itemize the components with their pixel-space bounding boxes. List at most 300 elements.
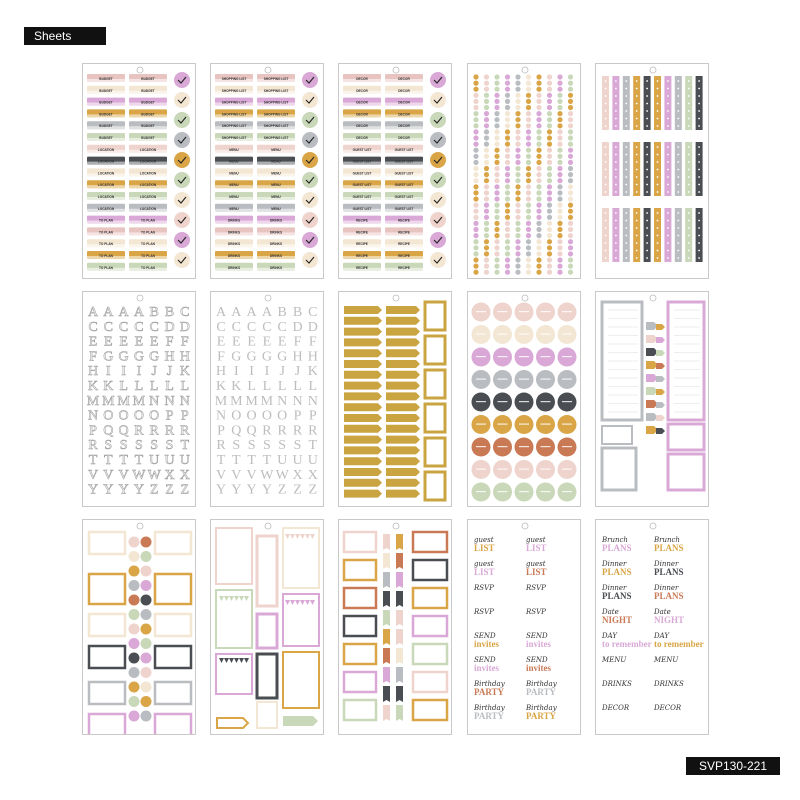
dot-sticker bbox=[494, 166, 499, 171]
icon-circle bbox=[129, 537, 140, 548]
sticker-text: W bbox=[275, 467, 289, 483]
bunting-flag bbox=[285, 534, 290, 539]
sticker-text: Y bbox=[246, 482, 257, 498]
tab-dot bbox=[667, 242, 669, 244]
bunting-flag bbox=[290, 534, 295, 539]
circle-text-line bbox=[519, 469, 529, 470]
dot-sticker bbox=[526, 135, 531, 140]
tab-dot bbox=[698, 146, 700, 148]
sticker-text: LOCATION bbox=[97, 195, 115, 199]
dot-sticker bbox=[505, 99, 510, 104]
sticker-text: guest bbox=[474, 560, 494, 568]
sticker-text: V bbox=[103, 467, 114, 483]
dot-sticker bbox=[568, 245, 573, 250]
gold-label bbox=[386, 403, 420, 411]
bunting-flag bbox=[305, 600, 310, 605]
dot-sticker bbox=[526, 172, 531, 177]
sticker-text: GUEST LIST bbox=[394, 183, 414, 188]
dot-sticker bbox=[557, 81, 562, 86]
dot-sticker bbox=[484, 184, 489, 189]
arrow-flag bbox=[656, 402, 665, 408]
tab-dot bbox=[688, 88, 690, 90]
sticker-text: U bbox=[179, 453, 190, 468]
sticker-text: V bbox=[87, 467, 99, 483]
check-circle bbox=[302, 72, 318, 88]
dot-sticker bbox=[494, 142, 499, 147]
sticker-text: LIST bbox=[474, 543, 495, 553]
sticker-text: W bbox=[260, 467, 274, 483]
tab-dot bbox=[657, 242, 659, 244]
sticker-text: Z bbox=[180, 482, 190, 498]
icon-circle bbox=[141, 711, 152, 722]
sticker-text: TO PLAN bbox=[141, 242, 155, 247]
circle-text-line bbox=[498, 491, 508, 492]
note-box bbox=[89, 614, 125, 636]
sticker-text: BUDGET bbox=[141, 100, 155, 105]
sticker-text: U bbox=[307, 453, 318, 468]
sticker-text: DECOR bbox=[356, 100, 368, 105]
tab-dot bbox=[688, 235, 690, 237]
sticker-text: TO PLAN bbox=[141, 230, 155, 235]
sticker-text: H bbox=[179, 349, 190, 365]
gold-frame bbox=[425, 438, 445, 466]
dot-sticker bbox=[484, 270, 489, 275]
dot-sticker bbox=[526, 203, 531, 208]
tab-dot bbox=[625, 169, 627, 171]
dot-sticker bbox=[515, 190, 520, 195]
tab-dot bbox=[698, 103, 700, 105]
sticker-text: N bbox=[292, 393, 303, 409]
sticker-text: E bbox=[104, 334, 113, 350]
sticker-text: GUEST LIST bbox=[352, 195, 372, 199]
tab-dot bbox=[646, 257, 648, 259]
sheet-decor-labels bbox=[338, 63, 452, 279]
sticker-text: D bbox=[164, 319, 175, 335]
sticker-text: LOCATION bbox=[139, 171, 157, 176]
sticker-text: L bbox=[277, 379, 287, 394]
tab-dot bbox=[646, 88, 648, 90]
dot-sticker bbox=[484, 81, 489, 86]
icon-circle bbox=[129, 667, 140, 678]
sticker-text: DRINKS bbox=[227, 254, 241, 258]
tab-dot bbox=[615, 169, 617, 171]
sticker-text: MENU bbox=[229, 159, 239, 164]
frame-sticker bbox=[257, 536, 277, 606]
tab-dot bbox=[657, 257, 659, 259]
icon-circle bbox=[129, 595, 140, 606]
sticker-text: M bbox=[86, 393, 100, 409]
sticker-text: BUDGET bbox=[99, 124, 113, 129]
gold-label bbox=[344, 371, 382, 379]
bunting-flag bbox=[219, 658, 224, 663]
sticker-text: DECOR bbox=[398, 88, 410, 93]
sticker-text: I bbox=[264, 364, 270, 380]
sticker-text: S bbox=[247, 438, 256, 454]
bunting-flag bbox=[224, 658, 229, 663]
note-box bbox=[155, 574, 191, 604]
tab-dot bbox=[657, 125, 659, 127]
bunting-flag bbox=[300, 600, 305, 605]
dot-sticker bbox=[484, 142, 489, 147]
note-box bbox=[155, 614, 191, 636]
bunting-flag bbox=[310, 600, 315, 605]
sticker-text: W bbox=[147, 467, 161, 483]
dot-sticker bbox=[547, 190, 552, 195]
tab-dot bbox=[657, 184, 659, 186]
tab-dot bbox=[698, 242, 700, 244]
bunting-flag bbox=[244, 658, 249, 663]
hang-hole bbox=[265, 67, 271, 73]
gold-frame bbox=[425, 472, 445, 500]
sticker-text: LOCATION bbox=[139, 147, 157, 152]
sticker-text: L bbox=[308, 379, 318, 394]
sticker-text: MENU bbox=[229, 183, 239, 188]
sticker-text: S bbox=[135, 438, 143, 454]
tab-dot bbox=[625, 250, 627, 252]
sticker-text: R bbox=[216, 438, 226, 454]
tab-dot bbox=[677, 88, 679, 90]
sticker-text: MENU bbox=[271, 195, 281, 199]
dot-sticker bbox=[557, 257, 562, 262]
today-flag bbox=[396, 591, 403, 607]
tab-dot bbox=[688, 220, 690, 222]
tab-dot bbox=[615, 220, 617, 222]
circle-text-line bbox=[541, 311, 551, 312]
note-box bbox=[344, 700, 376, 720]
dot-sticker bbox=[473, 99, 478, 104]
tab-dot bbox=[605, 191, 607, 193]
sticker-text: F bbox=[180, 334, 189, 350]
dot-sticker bbox=[526, 117, 531, 122]
tab-dot bbox=[698, 80, 700, 82]
dot-sticker bbox=[484, 93, 489, 98]
dot-sticker bbox=[557, 233, 562, 238]
icon-circle bbox=[141, 609, 152, 620]
dot-sticker bbox=[484, 74, 489, 79]
note-box bbox=[413, 616, 447, 636]
sticker-text: Z bbox=[308, 482, 318, 498]
dot-sticker bbox=[473, 203, 478, 208]
dot-sticker bbox=[515, 135, 520, 140]
dot-sticker bbox=[526, 215, 531, 220]
sticker-text: K bbox=[307, 364, 318, 380]
dot-sticker bbox=[557, 190, 562, 195]
icon-circle bbox=[141, 653, 152, 664]
sticker-text: Q bbox=[246, 423, 257, 439]
bunting-flag bbox=[295, 600, 300, 605]
sticker-text: R bbox=[149, 423, 159, 439]
dot-sticker bbox=[473, 184, 478, 189]
dot-sticker bbox=[515, 81, 520, 86]
sheet-alphabet-outline bbox=[82, 291, 196, 507]
tab-dot bbox=[615, 125, 617, 127]
sticker-text: T bbox=[216, 453, 226, 468]
dot-sticker bbox=[505, 74, 510, 79]
dot-sticker bbox=[505, 184, 510, 189]
dot-sticker bbox=[568, 172, 573, 177]
sticker-text: L bbox=[180, 379, 190, 394]
hang-hole bbox=[393, 523, 399, 529]
check-circle bbox=[430, 172, 446, 188]
hang-hole bbox=[650, 67, 656, 73]
gold-label bbox=[386, 490, 420, 498]
circle-text-line bbox=[476, 491, 486, 492]
dot-sticker bbox=[473, 87, 478, 92]
sticker-text: M bbox=[117, 393, 130, 409]
dot-sticker bbox=[536, 105, 541, 110]
tab-dot bbox=[688, 146, 690, 148]
tab-dot bbox=[677, 227, 679, 229]
hang-hole bbox=[137, 295, 143, 301]
sticker-text: R bbox=[292, 423, 303, 439]
gold-label bbox=[386, 468, 420, 476]
dot-sticker bbox=[515, 270, 520, 275]
sticker-text: L bbox=[119, 379, 128, 394]
note-box bbox=[89, 574, 125, 604]
dot-sticker bbox=[536, 129, 541, 134]
tab-dot bbox=[667, 235, 669, 237]
today-flag bbox=[383, 629, 390, 645]
tab-dot bbox=[688, 95, 690, 97]
dot-sticker bbox=[505, 264, 510, 269]
circle-text-line bbox=[519, 356, 529, 357]
sheet-column-tabs bbox=[595, 63, 709, 279]
frame-sticker bbox=[216, 528, 252, 584]
sticker-text: G bbox=[261, 349, 272, 365]
circle-text-line bbox=[562, 311, 572, 312]
sticker-text: H bbox=[292, 349, 303, 365]
box-sticker bbox=[668, 424, 704, 450]
icon-circle bbox=[129, 682, 140, 693]
dot-sticker bbox=[547, 203, 552, 208]
sticker-text: Birthday bbox=[474, 680, 505, 688]
dot-sticker bbox=[484, 160, 489, 165]
dot-sticker bbox=[473, 270, 478, 275]
dot-sticker bbox=[473, 123, 478, 128]
check-circle bbox=[430, 192, 446, 208]
dot-sticker bbox=[526, 233, 531, 238]
sticker-text: DRINKS bbox=[654, 680, 684, 688]
sheet-bunting-frames bbox=[210, 519, 324, 735]
dot-sticker bbox=[515, 245, 520, 250]
dot-sticker bbox=[568, 203, 573, 208]
bunting-flag bbox=[310, 534, 315, 539]
sticker-text: E bbox=[134, 334, 144, 350]
tab-dot bbox=[667, 161, 669, 163]
tab-dot bbox=[615, 235, 617, 237]
tab-dot bbox=[688, 257, 690, 259]
dot-sticker bbox=[484, 227, 489, 232]
dot-sticker bbox=[536, 245, 541, 250]
tab-dot bbox=[615, 191, 617, 193]
sticker-text: K bbox=[215, 379, 227, 394]
today-flag bbox=[383, 591, 390, 607]
sticker-text: DECOR bbox=[398, 136, 410, 140]
sticker-text: N bbox=[215, 408, 227, 424]
tab-dot bbox=[698, 220, 700, 222]
gold-label bbox=[344, 349, 382, 357]
sticker-text: PARTY bbox=[526, 687, 557, 697]
sticker-text: to remember bbox=[654, 639, 704, 649]
note-box bbox=[155, 646, 191, 668]
sticker-text: TO PLAN bbox=[141, 254, 155, 258]
dot-sticker bbox=[536, 203, 541, 208]
sticker-text: LOCATION bbox=[97, 159, 115, 164]
tab-dot bbox=[667, 125, 669, 127]
sticker-text: F bbox=[89, 349, 97, 365]
dot-sticker bbox=[515, 178, 520, 183]
dot-sticker bbox=[473, 117, 478, 122]
tab-dot bbox=[688, 169, 690, 171]
dot-sticker bbox=[547, 166, 552, 171]
sticker-text: A bbox=[261, 305, 272, 320]
sticker-text: RSVP bbox=[474, 584, 494, 592]
tab-dot bbox=[677, 184, 679, 186]
tab-dot bbox=[688, 103, 690, 105]
tab-dot bbox=[698, 257, 700, 259]
tab-dot bbox=[615, 212, 617, 214]
sticker-text: Date bbox=[654, 608, 671, 616]
sticker-text: E bbox=[277, 334, 287, 350]
sticker-text: invites bbox=[474, 663, 500, 673]
dot-sticker bbox=[494, 245, 499, 250]
sticker-text: R bbox=[134, 423, 144, 439]
dot-sticker bbox=[547, 215, 552, 220]
today-flag bbox=[383, 667, 390, 683]
dot-sticker bbox=[494, 178, 499, 183]
dot-sticker bbox=[536, 178, 541, 183]
dot-sticker bbox=[536, 74, 541, 79]
sticker-text: Z bbox=[293, 482, 302, 498]
sticker-text: U bbox=[292, 453, 303, 468]
sticker-text: SHOPPING LIST bbox=[221, 88, 247, 93]
note-box bbox=[89, 714, 125, 735]
dot-sticker bbox=[568, 87, 573, 92]
sticker-text: invites bbox=[474, 639, 500, 649]
circle-text-line bbox=[498, 401, 508, 402]
sticker-text: P bbox=[165, 408, 174, 424]
tab-dot bbox=[657, 227, 659, 229]
dot-sticker bbox=[547, 142, 552, 147]
check-circle bbox=[174, 212, 190, 228]
sticker-text: M bbox=[132, 393, 146, 409]
circle-text-line bbox=[498, 379, 508, 380]
dot-sticker bbox=[536, 135, 541, 140]
tab-dot bbox=[625, 191, 627, 193]
sticker-text: K bbox=[179, 364, 190, 380]
sticker-text: SHOPPING LIST bbox=[221, 112, 247, 117]
sticker-text: GUEST LIST bbox=[394, 159, 414, 164]
tab-dot bbox=[698, 118, 700, 120]
circle-text-line bbox=[562, 469, 572, 470]
sticker-text: DRINKS bbox=[602, 680, 632, 688]
dot-sticker bbox=[536, 142, 541, 147]
tab-dot bbox=[677, 118, 679, 120]
sticker-text: DRINKS bbox=[269, 230, 283, 235]
sticker-text: TO PLAN bbox=[99, 254, 113, 258]
tab-dot bbox=[625, 235, 627, 237]
dot-sticker bbox=[526, 227, 531, 232]
sticker-text: J bbox=[279, 364, 285, 380]
tab-dot bbox=[605, 212, 607, 214]
sticker-text: U bbox=[277, 453, 288, 468]
tab-dot bbox=[677, 95, 679, 97]
tab-dot bbox=[677, 242, 679, 244]
check-circle bbox=[174, 252, 190, 268]
sticker-text: X bbox=[292, 467, 303, 483]
today-flag bbox=[396, 610, 403, 626]
sticker-text: C bbox=[88, 319, 98, 335]
gold-label bbox=[386, 306, 420, 314]
dot-sticker bbox=[536, 93, 541, 98]
dot-sticker bbox=[505, 239, 510, 244]
dot-sticker bbox=[473, 245, 478, 250]
sticker-text: C bbox=[246, 319, 257, 335]
tab-dot bbox=[615, 110, 617, 112]
dot-sticker bbox=[526, 251, 531, 256]
dot-sticker bbox=[515, 105, 520, 110]
check-circle bbox=[302, 132, 318, 148]
dot-sticker bbox=[484, 117, 489, 122]
tab-dot bbox=[625, 242, 627, 244]
sticker-text: BUDGET bbox=[99, 136, 113, 140]
sticker-text: SHOPPING LIST bbox=[221, 77, 247, 81]
sticker-text: PLANS bbox=[602, 591, 632, 601]
gold-frame bbox=[425, 302, 445, 330]
tab-dot bbox=[698, 235, 700, 237]
sticker-text: D bbox=[179, 319, 190, 335]
dot-sticker bbox=[515, 196, 520, 201]
sticker-text: G bbox=[133, 349, 144, 365]
dot-sticker bbox=[505, 209, 510, 214]
tab-dot bbox=[677, 212, 679, 214]
dot-sticker bbox=[515, 215, 520, 220]
tab-dot bbox=[646, 242, 648, 244]
circle-text-line bbox=[519, 491, 529, 492]
dot-sticker bbox=[494, 215, 499, 220]
dot-sticker bbox=[473, 239, 478, 244]
hang-hole bbox=[393, 295, 399, 301]
bunting-flag bbox=[234, 658, 239, 663]
dot-sticker bbox=[494, 117, 499, 122]
tab-dot bbox=[605, 161, 607, 163]
tab-dot bbox=[615, 250, 617, 252]
sticker-text: PLANS bbox=[654, 543, 684, 553]
dot-sticker bbox=[484, 99, 489, 104]
dot-sticker bbox=[505, 245, 510, 250]
sticker-text: MENU bbox=[229, 206, 239, 211]
dot-sticker bbox=[505, 111, 510, 116]
sticker-text: L bbox=[262, 379, 272, 394]
dot-sticker bbox=[547, 93, 552, 98]
tab-dot bbox=[657, 176, 659, 178]
sticker-text: RECIPE bbox=[356, 265, 368, 270]
sticker-text: RECIPE bbox=[356, 254, 368, 258]
dot-sticker bbox=[494, 111, 499, 116]
tab-dot bbox=[667, 103, 669, 105]
sticker-text: L bbox=[247, 379, 256, 394]
sticker-text: Birthday bbox=[526, 680, 557, 688]
dot-sticker bbox=[536, 196, 541, 201]
dot-sticker bbox=[526, 148, 531, 153]
tab-dot bbox=[698, 110, 700, 112]
dot-sticker bbox=[473, 172, 478, 177]
dot-sticker bbox=[547, 148, 552, 153]
dot-sticker bbox=[557, 239, 562, 244]
dot-sticker bbox=[557, 111, 562, 116]
sticker-text: G bbox=[118, 349, 129, 365]
sticker-text: V bbox=[246, 467, 257, 483]
